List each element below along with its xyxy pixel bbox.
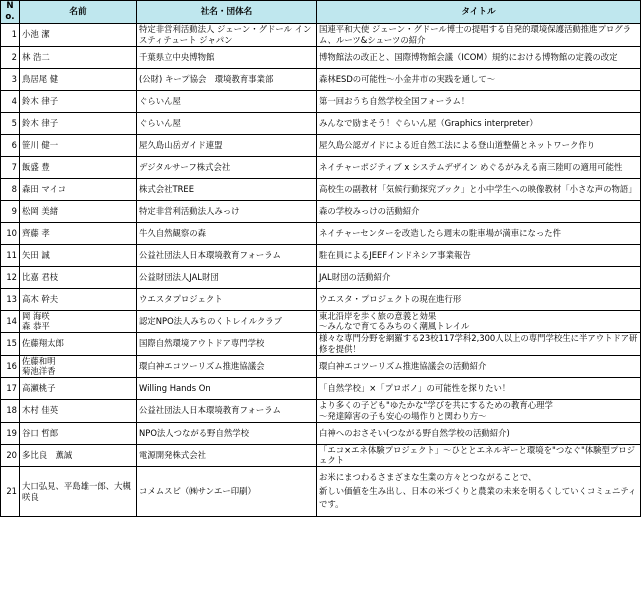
cell-org[interactable]: 屋久島山岳ガイド連盟 [137, 134, 317, 156]
header-name[interactable]: 名前 [20, 1, 137, 24]
table-row [1, 24, 641, 47]
cell-name[interactable]: 鈴木 律子 [20, 90, 137, 112]
cell-no[interactable]: 11 [1, 244, 20, 266]
cell-no[interactable]: 19 [1, 422, 20, 444]
cell-org[interactable]: 公益社団法人日本環境教育フォーラム [137, 400, 317, 423]
cell-name[interactable]: 松岡 美緒 [20, 200, 137, 222]
cell-no[interactable]: 17 [1, 378, 20, 400]
table-row [1, 244, 641, 266]
cell-no[interactable]: 15 [1, 333, 20, 356]
table-row [1, 156, 641, 178]
table-row [1, 333, 641, 356]
cell-no[interactable]: 1 [1, 24, 20, 47]
cell-title[interactable]: JAL財団の活動紹介 [317, 266, 641, 288]
cell-no[interactable]: 4 [1, 90, 20, 112]
cell-name[interactable]: 高木 幹夫 [20, 288, 137, 310]
table-row [1, 178, 641, 200]
cell-title[interactable]: 東北沿岸を歩く旅の意義と効果 ～みんなで育てるみちのく潮風トレイル [317, 310, 641, 333]
table-body [1, 24, 641, 517]
table-row [1, 400, 641, 423]
cell-name[interactable]: 小池 潔 [20, 24, 137, 47]
cell-org[interactable]: デジタルサーフ株式会社 [137, 156, 317, 178]
cell-no[interactable]: 6 [1, 134, 20, 156]
cell-no[interactable]: 13 [1, 288, 20, 310]
cell-title[interactable]: 博物館法の改正と、国際博物館会議（ICOM）規約における博物館の定義の改定 [317, 46, 641, 68]
cell-title[interactable]: 環白神エコツーリズム推進協議会の活動紹介 [317, 355, 641, 378]
cell-no[interactable]: 7 [1, 156, 20, 178]
table-row [1, 68, 641, 90]
table-row [1, 355, 641, 378]
cell-title[interactable]: 森林ESDの可能性～小金井市の実践を通して～ [317, 68, 641, 90]
cell-name[interactable]: 木村 佳英 [20, 400, 137, 423]
cell-title[interactable]: 高校生の副教材「気候行動探究ブック」と小中学生への映像教材「小さな声の物語」 [317, 178, 641, 200]
cell-org[interactable]: ぐらいん屋 [137, 90, 317, 112]
table-row [1, 134, 641, 156]
cell-no[interactable]: 8 [1, 178, 20, 200]
header-org[interactable]: 社名・団体名 [137, 1, 317, 24]
cell-name[interactable]: 多比良 薫誠 [20, 444, 137, 467]
cell-name[interactable]: 岡 海咲 森 恭平 [20, 310, 137, 333]
cell-org[interactable]: ぐらいん屋 [137, 112, 317, 134]
table-row [1, 200, 641, 222]
cell-name[interactable]: 比嘉 君枝 [20, 266, 137, 288]
cell-title[interactable]: 国連平和大使 ジェーン・グドール博士の提唱する自発的環境保護活動推進プログラム、ルーツ&シューツの紹介 [317, 24, 641, 47]
cell-name[interactable]: 森田 マイコ [20, 178, 137, 200]
table-row [1, 422, 641, 444]
header-row [1, 1, 641, 24]
cell-name[interactable]: 佐藤翔太郎 [20, 333, 137, 356]
table-row [1, 266, 641, 288]
cell-title[interactable]: 屋久島公認ガイドによる近自然工法による登山道整備とネットワーク作り [317, 134, 641, 156]
cell-org[interactable]: (公財) キープ協会 環境教育事業部 [137, 68, 317, 90]
cell-title[interactable]: みんなで励まそう！ぐらいん屋（Graphics interpreter） [317, 112, 641, 134]
table-row [1, 112, 641, 134]
cell-no[interactable]: 9 [1, 200, 20, 222]
cell-no[interactable]: 3 [1, 68, 20, 90]
cell-org[interactable]: 国際自然環境アウトドア専門学校 [137, 333, 317, 356]
table-row [1, 378, 641, 400]
cell-org[interactable]: コメムスビ（㈱サンエー印刷） [137, 467, 317, 517]
cell-no[interactable]: 2 [1, 46, 20, 68]
cell-title[interactable]: 白神へのおさそい(つながる野自然学校の活動紹介) [317, 422, 641, 444]
cell-org[interactable]: Willing Hands On [137, 378, 317, 400]
cell-name[interactable]: 佐藤和明 菊池洋香 [20, 355, 137, 378]
cell-org[interactable]: 環白神エコツーリズム推進協議会 [137, 355, 317, 378]
cell-title[interactable]: より多くの子ども"ゆたかな"学びを共にするための教育心理学 ～発達障害の子も安心の場作りと関わり方～ [317, 400, 641, 423]
header-no[interactable]: No. [1, 1, 20, 24]
cell-title[interactable]: 森の学校みっけの活動紹介 [317, 200, 641, 222]
cell-org[interactable]: 特定非営利活動法人 ジェーン・グドール インスティテュート ジャパン [137, 24, 317, 47]
cell-no[interactable]: 12 [1, 266, 20, 288]
header-title[interactable]: タイトル [317, 1, 641, 24]
cell-title[interactable]: 「エコ×エネ体験プロジェクト」～ひととエネルギーと環境を"つなぐ"体験型プロジェクト [317, 444, 641, 467]
cell-no[interactable]: 16 [1, 355, 20, 378]
cell-no[interactable]: 5 [1, 112, 20, 134]
table-row [1, 288, 641, 310]
cell-name[interactable]: 鳥居尾 健 [20, 68, 137, 90]
cell-org[interactable]: 特定非営利活動法人みっけ [137, 200, 317, 222]
table-row [1, 467, 641, 517]
table-row [1, 310, 641, 333]
cell-org[interactable]: ウエスタプロジェクト [137, 288, 317, 310]
cell-title[interactable]: 駐在員によるJEEFインドネシア事業報告 [317, 244, 641, 266]
cell-name[interactable]: 笹川 健一 [20, 134, 137, 156]
cell-name[interactable]: 谷口 哲郎 [20, 422, 137, 444]
cell-name[interactable]: 鈴木 律子 [20, 112, 137, 134]
cell-name[interactable]: 矢田 誠 [20, 244, 137, 266]
cell-no[interactable]: 10 [1, 222, 20, 244]
cell-no[interactable]: 18 [1, 400, 20, 423]
cell-title[interactable]: ウエスタ・プロジェクトの現在進行形 [317, 288, 641, 310]
cell-org[interactable]: 電源開発株式会社 [137, 444, 317, 467]
cell-title[interactable]: ネイチャーセンターを改造したら週末の駐車場が満車になった件 [317, 222, 641, 244]
cell-name[interactable]: 高瀬桃子 [20, 378, 137, 400]
cell-title[interactable]: お米にまつわるさまざまな生業の方々とつながることで、 新しい価値を生み出し、日本の米づくりと農業の未来を明るくしていくコミュニティです。 [317, 467, 641, 517]
cell-title[interactable]: 第一回おうち自然学校全国フォーラム！ [317, 90, 641, 112]
cell-org[interactable]: 千葉県立中央博物館 [137, 46, 317, 68]
cell-name[interactable]: 飯盛 豊 [20, 156, 137, 178]
cell-name[interactable]: 大口弘見、平島雄一郎、大槻咲良 [20, 467, 137, 517]
table-row [1, 46, 641, 68]
cell-org[interactable]: NPO法人つながる野自然学校 [137, 422, 317, 444]
table-row [1, 222, 641, 244]
cell-title[interactable]: 「自然学校」×「プロボノ」の可能性を探りたい！ [317, 378, 641, 400]
cell-title[interactable]: ネイチャーポジティブ x システムデザイン めぐるがみえる南三陸町の適用可能性 [317, 156, 641, 178]
cell-org[interactable]: 牛久自然観察の森 [137, 222, 317, 244]
cell-name[interactable]: 林 浩二 [20, 46, 137, 68]
cell-org[interactable]: 公益財団法人JAL財団 [137, 266, 317, 288]
table-row [1, 444, 641, 467]
cell-name[interactable]: 齊藤 孝 [20, 222, 137, 244]
table-row [1, 90, 641, 112]
cell-title[interactable]: 様々な専門分野を網羅する23校117学科2,300人以上の専門学校生に半アウトドア研修を提供！ [317, 333, 641, 356]
cell-no[interactable]: 20 [1, 444, 20, 467]
cell-no[interactable]: 14 [1, 310, 20, 333]
cell-no[interactable]: 21 [1, 467, 20, 517]
cell-org[interactable]: 認定NPO法人みちのくトレイルクラブ [137, 310, 317, 333]
cell-org[interactable]: 公益社団法人日本環境教育フォーラム [137, 244, 317, 266]
cell-org[interactable]: 株式会社TREE [137, 178, 317, 200]
